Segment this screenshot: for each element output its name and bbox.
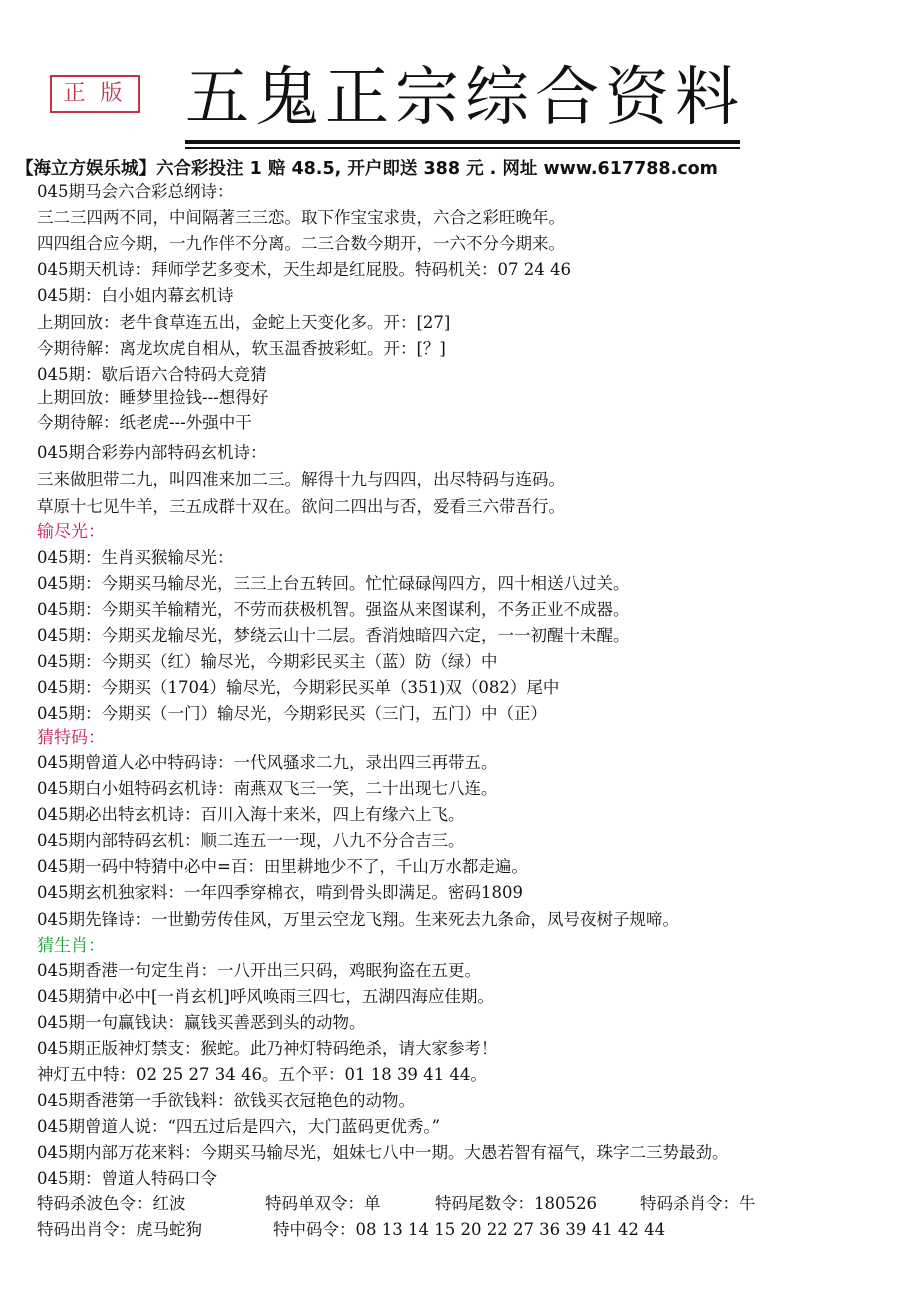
text-line: 045期：白小姐内幕玄机诗 [37,286,234,305]
text-line: 045期先锋诗：一世勤劳传佳风，万里云空龙飞翔。生来死去九条命，凤号夜树子规啼。 [37,910,679,929]
text-line: 草原十七见牛羊，三五成群十双在。欲问二四出与否，爱看三六带吾行。 [37,497,565,516]
text-line: 三来做胆带二九，叫四准来加二三。解得十九与四四，出尽特码与连码。 [37,470,565,489]
text-line: 045期曾道人必中特码诗：一代风骚求二九，录出四三再带五。 [37,753,498,772]
title-underline-thick [185,140,740,144]
text-line: 045期白小姐特码玄机诗：南燕双飞三一笑，二十出现七八连。 [37,779,498,798]
text-line: 045期：今期买羊输精光，不劳而获极机智。强盗从来图谋利，不务正业不成器。 [37,600,630,619]
text-line: 045期：曾道人特码口令 [37,1169,217,1188]
section-heading-caitema: 猜特码： [37,728,105,748]
text-line: 045期一码中特猜中必中=百：田里耕地少不了，千山万水都走遍。 [37,857,528,876]
text-line: 045期玄机独家料：一年四季穿棉衣，啃到骨头即满足。密码1809 [37,883,523,902]
text-line: 上期回放：睡梦里捡钱---想得好 [37,388,269,407]
page-title: 五鬼正宗综合资料 [185,61,745,135]
text-line: 今期待解：离龙坎虎自相从，软玉温香披彩虹。开：[？] [37,339,446,358]
text-line: 045期内部特码玄机：顺二连五一一现，八九不分合吉三。 [37,831,465,850]
text-line: 045期：今期买（一门）输尽光，今期彩民买（三门，五门）中（正） [37,704,547,723]
command-item: 特码尾数令：180526 [435,1194,597,1213]
text-line: 045期：今期买（红）输尽光，今期彩民买主（蓝）防（绿）中 [37,652,498,671]
ad-banner: 【海立方娱乐城】六合彩投注 1 赔 48.5, 开户即送 388 元 . 网址 www.617788.com [16,159,718,179]
section-heading-caishengxiao: 猜生肖： [37,936,105,956]
text-line: 045期香港一句定生肖：一八开出三只码，鸡眠狗盗在五更。 [37,961,481,980]
text-line: 三二三四两不同，中间隔著三三恋。取下作宝宝求贵，六合之彩旺晚年。 [37,208,565,227]
zhengban-stamp: 正 版 [50,75,140,113]
text-line: 045期曾道人说：“四五过后是四六，大门蓝码更优秀。” [37,1117,441,1136]
command-row-2 [37,1218,887,1242]
text-line: 045期：今期买（1704）输尽光，今期彩民买单（351)双（082）尾中 [37,678,560,697]
title-underline-thin [185,147,740,149]
text-line: 045期猜中必中[一肖玄机]呼风唤雨三四七，五湖四海应佳期。 [37,987,494,1006]
text-line: 045期香港第一手欲钱料：欲钱买衣冠艳色的动物。 [37,1091,415,1110]
text-line: 045期一句赢钱诀：赢钱买善恶到头的动物。 [37,1013,366,1032]
text-line: 神灯五中特：02 25 27 34 46。五个平：01 18 39 41 44。 [37,1065,487,1084]
text-line: 045期内部万花来料：今期买马输尽光，姐妹七八中一期。大愚若智有福气，珠字二三势最劲。 [37,1143,729,1162]
text-line: 045期：今期买马输尽光，三三上台五转回。忙忙碌碌闯四方，四十相送八过关。 [37,574,630,593]
text-line: 045期合彩券内部特码玄机诗： [37,443,267,462]
text-line: 045期：生肖买猴输尽光： [37,548,234,567]
command-row-1 [37,1192,887,1216]
command-item: 特码杀肖令：牛 [640,1194,756,1213]
text-line: 045期天机诗：拜师学艺多变术，天生却是红屁股。特码机关：07 24 46 [37,260,571,279]
text-line: 今期待解：纸老虎---外强中干 [37,413,252,432]
text-line: 四四组合应今期，一九作伴不分离。二三合数今期开，一六不分今期来。 [37,234,565,253]
text-line: 上期回放：老牛食草连五出，金蛇上天变化多。开：[27] [37,313,451,332]
command-item: 特码单双令：单 [265,1194,381,1213]
text-line: 045期：今期买龙输尽光，梦绕云山十二层。香消烛暗四六定，一一初醒十未醒。 [37,626,630,645]
command-item: 特中码令：08 13 14 15 20 22 27 36 39 41 42 44 [273,1220,666,1239]
command-item: 特码出肖令：虎马蛇狗 [37,1220,202,1239]
text-line: 045期马会六合彩总纲诗： [37,182,234,201]
text-line: 045期正版神灯禁支：猴蛇。此乃神灯特码绝杀，请大家参考！ [37,1039,498,1058]
command-item: 特码杀波色令：红波 [37,1194,186,1213]
text-line: 045期必出特玄机诗：百川入海十来米，四上有缘六上飞。 [37,805,465,824]
text-line: 045期：歇后语六合特码大竞猜 [37,365,267,384]
section-heading-shujinguang: 输尽光： [37,522,105,542]
